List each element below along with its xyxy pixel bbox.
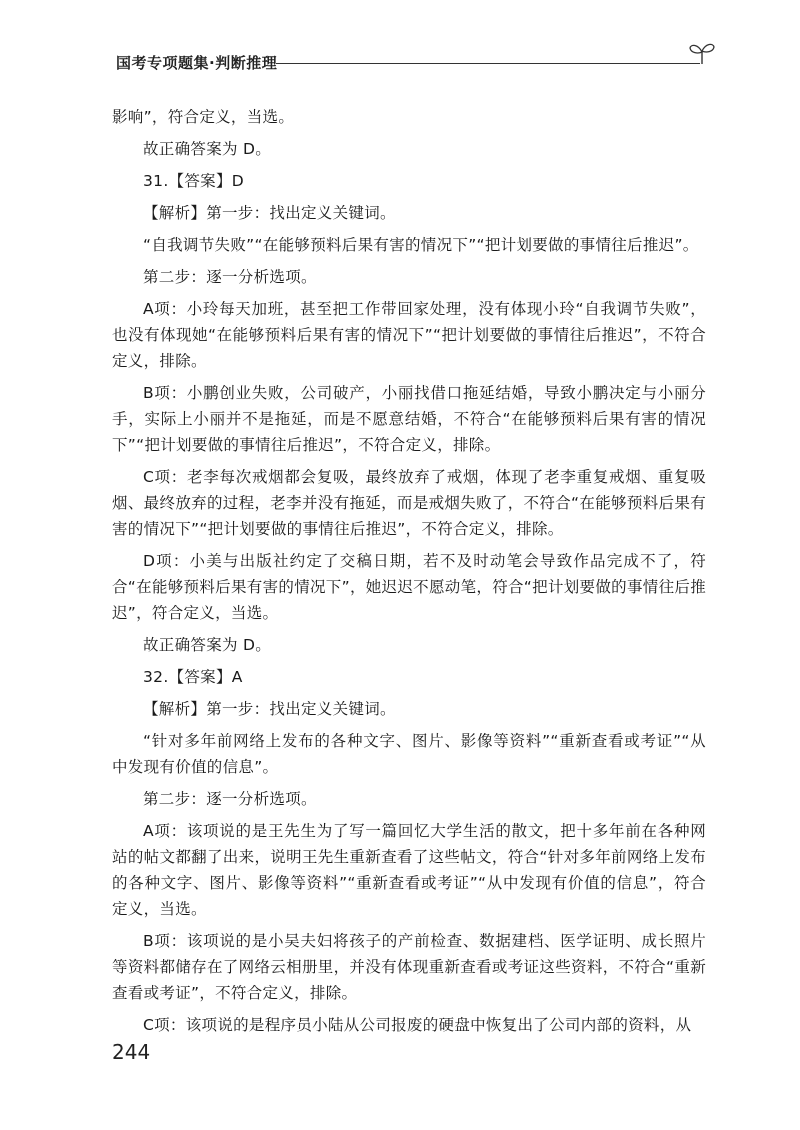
analysis-step: 第二步：逐一分析选项。 (143, 268, 317, 286)
analysis-step: 【解析】第一步：找出定义关键词。 (143, 700, 396, 718)
answer-heading: 32.【答案】A (143, 668, 243, 686)
analysis-step: 第二步：逐一分析选项。 (143, 790, 317, 808)
option-analysis: D项：小美与出版社约定了交稿日期，若不及时动笔会导致作品完成不了，符合“在能够预料后果有害的情况下”，她迟迟不愿动笔，符合“把计划要做的事情往后推迟”，符合定义，当选。 (112, 552, 706, 622)
option-analysis: A项：该项说的是王先生为了写一篇回忆大学生活的散文，把十多年前在各种网站的帖文都翻了出来，说明王先生重新查看了这些帖文，符合“针对多年前网络上发布的各种文字、图片、影像等资料”“重新查看或考证”“从中发现有价值的信息”，符合定义，当选。 (112, 822, 706, 918)
analysis-step: 【解析】第一步：找出定义关键词。 (143, 204, 396, 222)
page-number: 244 (112, 1040, 151, 1064)
paragraph: “针对多年前网络上发布的各种文字、图片、影像等资料”“重新查看或考证”“从中发现有价值的信息”。 (112, 732, 706, 776)
header-rule (276, 63, 700, 64)
body-text (112, 104, 706, 1044)
option-analysis: B项：该项说的是小吴夫妇将孩子的产前检查、数据建档、医学证明、成长照片等资料都储存在了网络云相册里，并没有体现重新查看或考证这些资料，不符合“重新查看或考证”，不符合定义，排除。 (112, 932, 706, 1002)
option-analysis: A项：小玲每天加班，甚至把工作带回家处理，没有体现小玲“自我调节失败”，也没有体现她“在能够预料后果有害的情况下”“把计划要做的事情往后推迟”，不符合定义，排除。 (112, 300, 706, 370)
header-title: 国考专项题集·判断推理 (116, 54, 278, 72)
paragraph: 影响”，符合定义，当选。 (112, 108, 295, 126)
paragraph: 故正确答案为 D。 (143, 140, 272, 158)
answer-heading: 31.【答案】D (143, 172, 244, 190)
sprout-leaf-icon (688, 40, 716, 66)
paragraph: 故正确答案为 D。 (143, 636, 272, 654)
option-analysis: B项：小鹏创业失败，公司破产，小丽找借口拖延结婚，导致小鹏决定与小丽分手，实际上小丽并不是拖延，而是不愿意结婚，不符合“在能够预料后果有害的情况下”“把计划要做的事情往后推迟”，不符合定义，排除。 (112, 384, 706, 454)
option-analysis: C项：老李每次戒烟都会复吸，最终放弃了戒烟，体现了老李重复戒烟、重复吸烟、最终放弃的过程，老李并没有拖延，而是戒烟失败了，不符合“在能够预料后果有害的情况下”“把计划要做的事情往后推迟”，不符合定义，排除。 (112, 468, 706, 538)
paragraph: “自我调节失败”“在能够预料后果有害的情况下”“把计划要做的事情往后推迟”。 (143, 236, 699, 254)
running-header (116, 40, 716, 74)
option-analysis: C项：该项说的是程序员小陆从公司报废的硬盘中恢复出了公司内部的资料，从 (143, 1016, 692, 1034)
